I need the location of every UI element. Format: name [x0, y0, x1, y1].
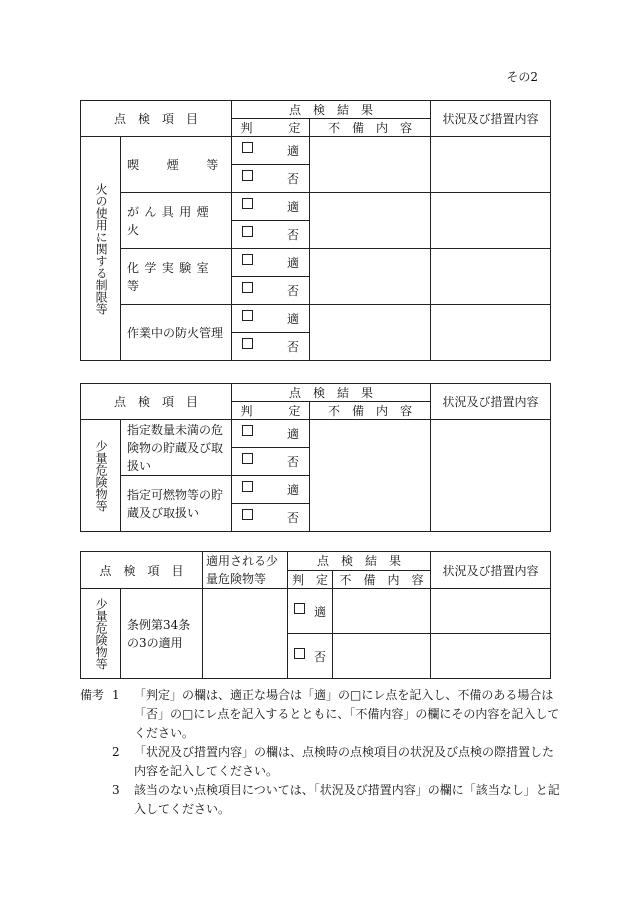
note-number: 1	[112, 688, 120, 702]
checkbox[interactable]	[242, 425, 253, 436]
item-label: 喫 煙 等	[121, 137, 232, 193]
header-judgement: 判 定	[288, 570, 333, 589]
deficiency-cell[interactable]	[333, 589, 431, 634]
judge-ok-label: 適	[287, 200, 300, 214]
header-status: 状況及び措置内容	[431, 101, 551, 137]
status-cell[interactable]	[431, 634, 551, 679]
judge-ng-label: 否	[314, 649, 327, 664]
deficiency-cell[interactable]	[310, 420, 431, 532]
status-cell[interactable]	[431, 193, 551, 249]
small-hazardous-table	[80, 383, 551, 532]
status-cell[interactable]	[431, 420, 551, 532]
judge-ok-label: 適	[287, 427, 300, 441]
ordinance-table	[80, 551, 551, 679]
deficiency-cell[interactable]	[310, 305, 431, 361]
judge-ok-label: 適	[314, 604, 327, 619]
header-result: 点 検 結 果	[232, 101, 431, 119]
fire-restriction-table	[80, 100, 551, 361]
checkbox[interactable]	[242, 142, 253, 153]
page-number: その2	[506, 70, 538, 84]
header-item: 点 検 項 目	[81, 384, 232, 420]
header-item: 点 検 項 目	[81, 552, 203, 589]
checkbox[interactable]	[242, 198, 253, 209]
judge-ng-label: 否	[287, 511, 300, 525]
judge-ok-label: 適	[287, 483, 300, 497]
item-label: 指定可燃物等の貯蔵及び取扱い	[121, 476, 232, 532]
checkbox[interactable]	[242, 226, 253, 237]
deficiency-cell[interactable]	[310, 249, 431, 305]
checkbox[interactable]	[242, 481, 253, 492]
judge-ng-label: 否	[287, 340, 300, 354]
judge-ng-label: 否	[287, 284, 300, 298]
judge-ok-label: 適	[287, 312, 300, 326]
notes-label: 備考	[80, 688, 105, 702]
header-deficiency: 不 備 内 容	[310, 402, 431, 420]
header-judgement: 判 定	[232, 402, 310, 420]
item-label: がん具用煙火	[121, 193, 232, 249]
note-text: 該当のない点検項目については、「状況及び措置内容」の欄に「該当なし」と記入してください。	[134, 783, 560, 816]
category-label: 少量危険物等	[94, 439, 109, 512]
deficiency-cell[interactable]	[310, 193, 431, 249]
judge-ng-label: 否	[287, 172, 300, 186]
header-deficiency: 不 備 内 容	[333, 570, 431, 589]
deficiency-cell[interactable]	[310, 137, 431, 193]
note-text: 「状況及び措置内容」の欄は、点検時の点検項目の状況及び点検の際措置した内容を記入してください。	[134, 745, 555, 778]
note-text: 「判定」の欄は、適正な場合は「適」の□にレ点を記入し、不備のある場合は「否」の□にレ点を記入するとともに、「不備内容」の欄にその内容を記入してください。	[134, 688, 560, 740]
item-label: 指定数量未満の危険物の貯蔵及び取扱い	[121, 420, 232, 476]
judge-ok-label: 適	[287, 256, 300, 270]
item-label: 条例第34条の3の適用	[121, 589, 203, 679]
note-number: 3	[112, 783, 120, 797]
checkbox[interactable]	[242, 453, 253, 464]
judge-ok-label: 適	[287, 144, 300, 158]
header-status: 状況及び措置内容	[431, 552, 551, 589]
notes-section	[80, 686, 560, 819]
checkbox[interactable]	[242, 282, 253, 293]
status-cell[interactable]	[431, 137, 551, 193]
category-label: 火の使用に関する制限等	[94, 182, 109, 315]
category-label: 少量危険物等	[94, 597, 109, 670]
deficiency-cell[interactable]	[333, 634, 431, 679]
header-applicable: 適用される少量危険物等	[203, 552, 288, 589]
checkbox[interactable]	[242, 509, 253, 520]
item-label: 化学実験室等	[121, 249, 232, 305]
status-cell[interactable]	[431, 249, 551, 305]
header-status: 状況及び措置内容	[431, 384, 551, 420]
note-number: 2	[112, 745, 120, 759]
status-cell[interactable]	[431, 305, 551, 361]
checkbox[interactable]	[242, 170, 253, 181]
header-deficiency: 不 備 内 容	[310, 119, 431, 137]
checkbox[interactable]	[242, 310, 253, 321]
status-cell[interactable]	[431, 589, 551, 634]
checkbox[interactable]	[294, 603, 305, 614]
judge-ng-label: 否	[287, 228, 300, 242]
header-item: 点 検 項 目	[81, 101, 232, 137]
judge-ng-label: 否	[287, 455, 300, 469]
header-result: 点 検 結 果	[232, 384, 431, 402]
header-result: 点 検 結 果	[288, 552, 431, 571]
header-judgement: 判 定	[232, 119, 310, 137]
checkbox[interactable]	[242, 338, 253, 349]
item-label: 作業中の防火管理	[121, 305, 232, 361]
applicable-cell[interactable]	[203, 589, 288, 679]
checkbox[interactable]	[242, 254, 253, 265]
checkbox[interactable]	[294, 648, 305, 659]
